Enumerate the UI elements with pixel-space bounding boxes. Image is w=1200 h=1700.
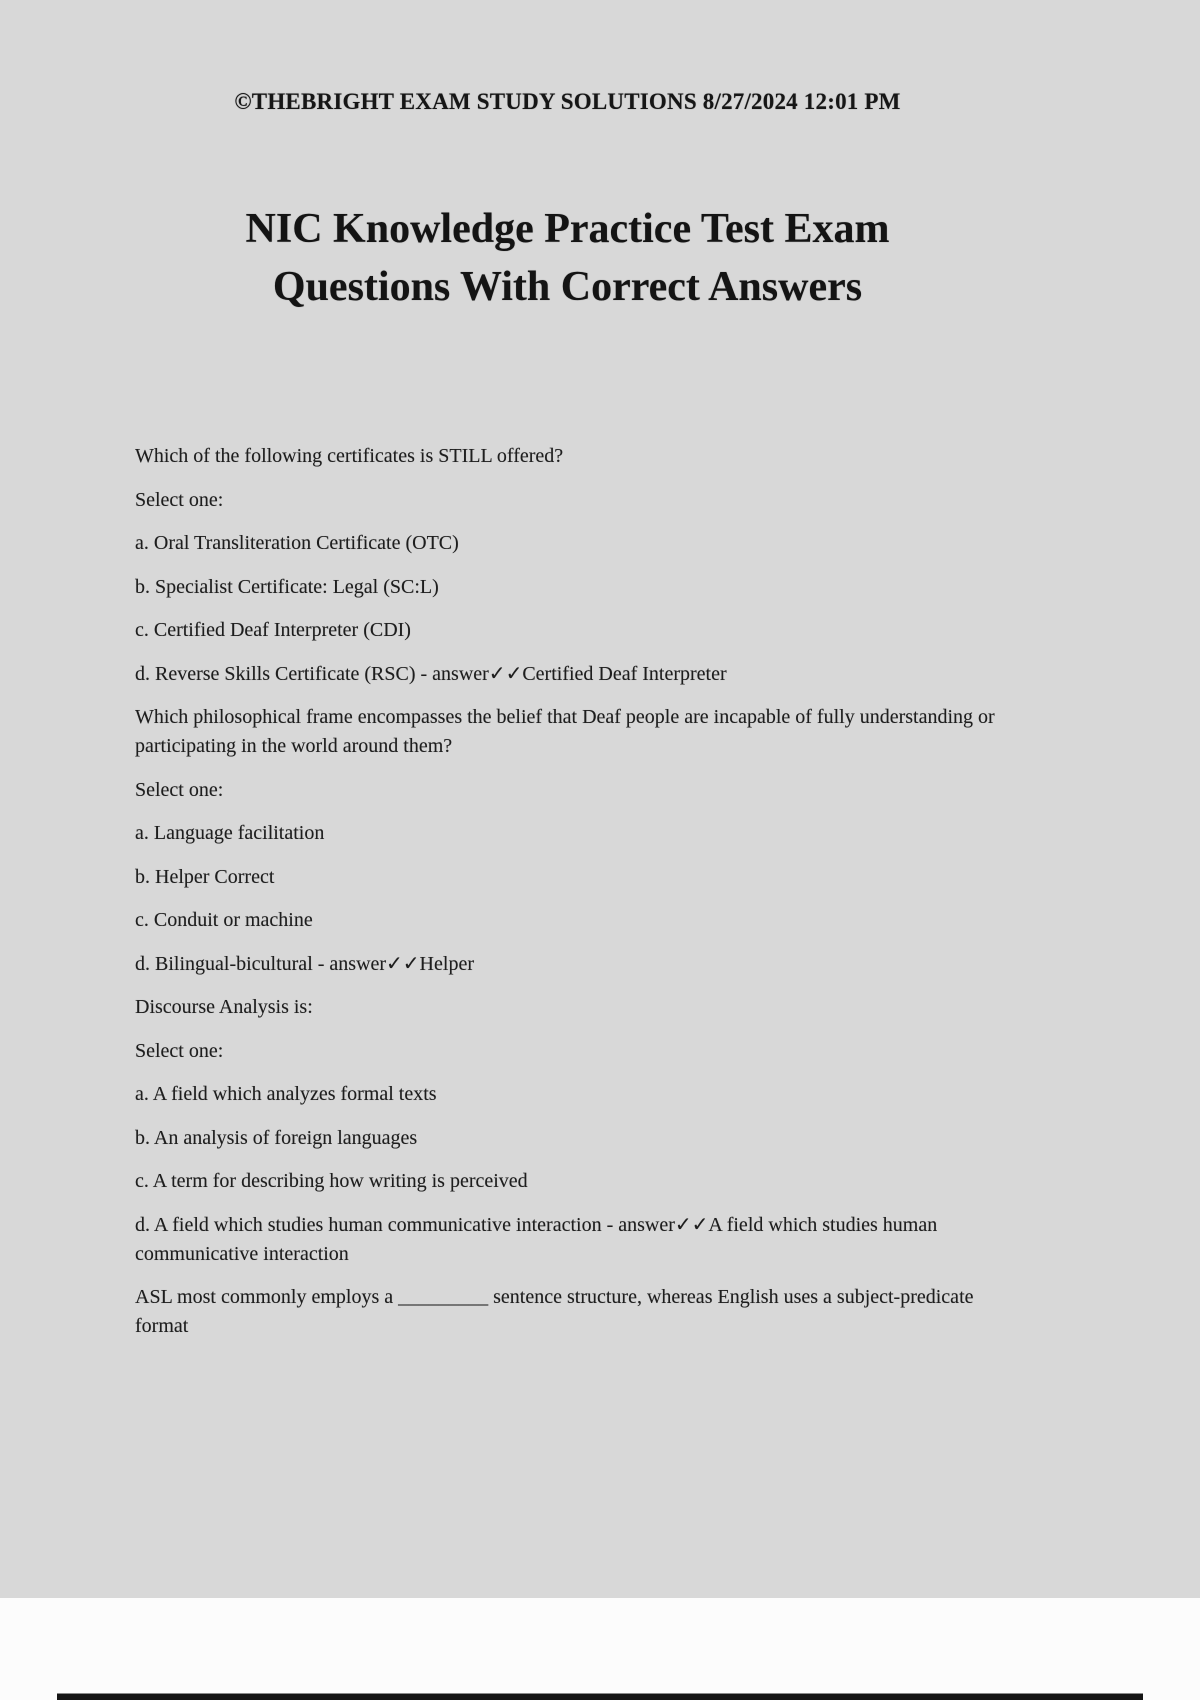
question-text: Discourse Analysis is: xyxy=(135,996,313,1018)
document-title-line-2: Questions With Correct Answers xyxy=(272,264,863,310)
select-one-label: Select one: xyxy=(135,488,224,511)
bottom-divider-bar xyxy=(57,1693,1143,1700)
question-text: Which philosophical frame encompasses the belief that Deaf people are incapable of fully understanding or participating in the world around them? xyxy=(135,706,995,757)
answer-option-c: c. Certified Deaf Interpreter (CDI) xyxy=(135,619,411,641)
question-text: Which of the following certificates is STILL offered? xyxy=(135,445,564,467)
answer-option-b: b. Specialist Certificate: Legal (SC:L) xyxy=(135,575,439,598)
document-content xyxy=(135,88,1000,1341)
page-bottom-whitespace xyxy=(0,1598,1200,1700)
question-list xyxy=(135,442,1000,1341)
answer-option-d-with-answer: d. A field which studies human communicative interaction - answer✓✓A field which studies human communicative interaction xyxy=(135,1213,938,1265)
copyright-header: ©THEBRIGHT EXAM STUDY SOLUTIONS 8/27/2024 12:01 PM xyxy=(234,89,901,114)
select-one-label: Select one: xyxy=(135,778,224,801)
document-title xyxy=(135,200,1000,316)
answer-option-c: c. A term for describing how writing is perceived xyxy=(135,1170,528,1192)
answer-option-c: c. Conduit or machine xyxy=(135,909,313,931)
answer-option-a: a. Language facilitation xyxy=(135,822,325,844)
question-text-fill-in-blank: ASL most commonly employs a _________ sentence structure, whereas English uses a subject-predicate format xyxy=(135,1286,974,1337)
answer-option-b: b. Helper Correct xyxy=(135,865,275,888)
answer-option-a: a. A field which analyzes formal texts xyxy=(135,1083,437,1105)
answer-option-a: a. Oral Transliteration Certificate (OTC) xyxy=(135,532,459,554)
answer-option-d-with-answer: d. Bilingual-bicultural - answer✓✓Helper xyxy=(135,952,474,975)
select-one-label: Select one: xyxy=(135,1039,224,1062)
answer-option-d-with-answer: d. Reverse Skills Certificate (RSC) - answer✓✓Certified Deaf Interpreter xyxy=(135,662,727,685)
answer-option-b: b. An analysis of foreign languages xyxy=(135,1126,418,1149)
document-title-line-1: NIC Knowledge Practice Test Exam xyxy=(245,206,890,252)
